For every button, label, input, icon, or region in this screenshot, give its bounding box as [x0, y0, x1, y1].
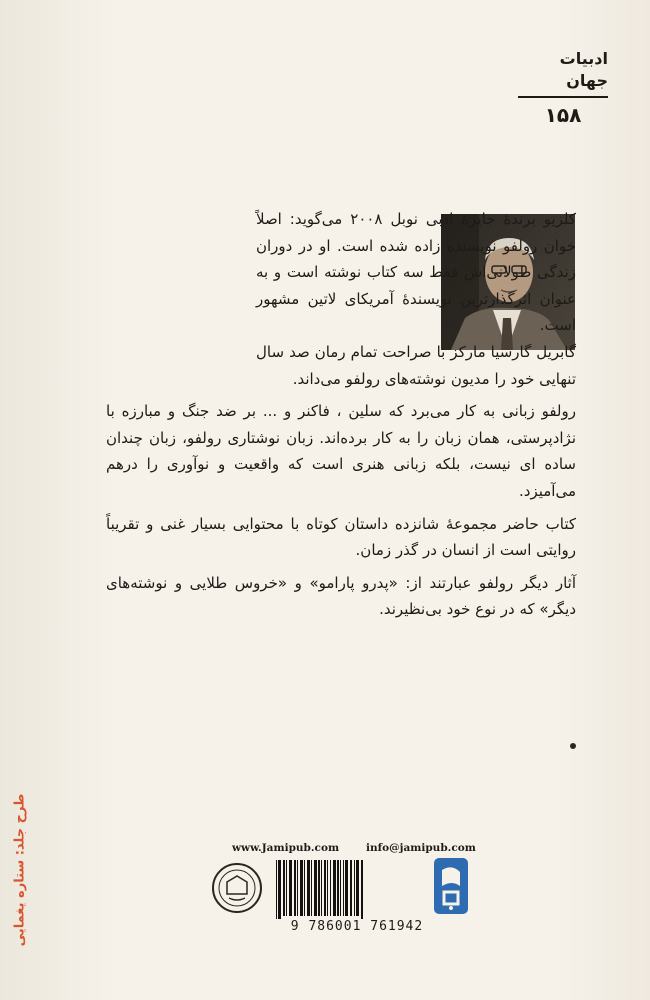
publisher-seal-icon	[211, 862, 263, 914]
barcode-bar	[304, 860, 305, 916]
barcode-bar	[286, 860, 287, 916]
barcode-bar	[278, 860, 281, 922]
blurb-paragraph: گابریل گارسیا مارکز با صراحت تمام رمان صد سال تنهایی خود را مدیون نوشته‌های رولفو می‌داند.	[256, 342, 576, 388]
barcode-bar	[324, 860, 326, 916]
publisher-logo-icon	[432, 856, 470, 916]
series-number: ۱۵۸	[544, 103, 582, 127]
cover-design-credit-text: طرح جلد: ستاره یغمایی	[12, 793, 28, 947]
barcode-bar	[340, 860, 341, 916]
publisher-website[interactable]: www.Jamipub.com	[232, 842, 340, 854]
cover-design-credit	[6, 790, 34, 950]
barcode-bar	[333, 860, 336, 916]
isbn-digits: 9 786001 761942	[264, 919, 450, 934]
barcode-bar	[330, 860, 331, 916]
barcode-bar	[356, 860, 359, 916]
barcode-bar	[343, 860, 344, 916]
barcode-bar	[321, 860, 322, 916]
barcode-bar	[311, 860, 312, 916]
blurb-text	[106, 206, 576, 629]
barcode-bar	[327, 860, 328, 916]
barcode-bar	[276, 860, 277, 922]
blurb-paragraph: رولفو زبانی به کار می‌برد که سلین ، فاکنر و ... بر ضد جنگ و مبارزه با نژادپرستی، همان زبان را به کار برده‌اند. زبان نوشتاری رولفو، زبان چندان ساده ای نیست، بلکه زبانی هنری است که واقعیت و نوآوری را درهم می‌آمیزد.	[106, 402, 576, 500]
blurb-paragraph: آثار دیگر رولفو عبارتند از: «پدرو پارامو» و «خروس طلایی و نوشته‌های دیگر» که در نوع خود بی‌نظیرند.	[106, 573, 576, 619]
series-name: ادبیات جهان	[559, 49, 608, 90]
barcode-bar	[361, 860, 363, 922]
barcode-bar	[350, 860, 352, 916]
series-label	[518, 48, 608, 128]
barcode-bar	[307, 860, 310, 916]
barcode-bar	[337, 860, 339, 916]
barcode-bar	[314, 860, 317, 916]
barcode-bar	[354, 860, 355, 916]
barcode-bar	[283, 860, 285, 916]
barcode-bar	[345, 860, 348, 916]
series-divider	[518, 96, 608, 98]
barcode-bar	[318, 860, 320, 916]
barcode-bar	[300, 860, 303, 916]
publisher-email[interactable]: info@jamipub.com	[366, 842, 476, 854]
blurb-paragraph: کتاب حاضر مجموعهٔ شانزده داستان کوتاه با محتوایی بسیار غنی و تقریباً روایتی است از انسان در گذر زمان.	[106, 514, 576, 560]
bullet-dot	[570, 743, 576, 749]
photo-wrap-space	[106, 208, 248, 358]
barcode-bar	[297, 860, 298, 916]
blurb-paragraph: کلزیو برندهٔ جایزهٔ ادبی نوبل ۲۰۰۸ می‌گوید: اصلاً خوان رولفو نویسنده زاده شده است. او در دوران زندگی طولانی‌اش فقط سه کتاب نوشته است و به عنوان اثرگذارترین نویسندهٔ آمریکای لاتین مشهور است.	[256, 210, 576, 335]
barcode-bar	[294, 860, 296, 916]
barcode-bar	[289, 860, 292, 916]
